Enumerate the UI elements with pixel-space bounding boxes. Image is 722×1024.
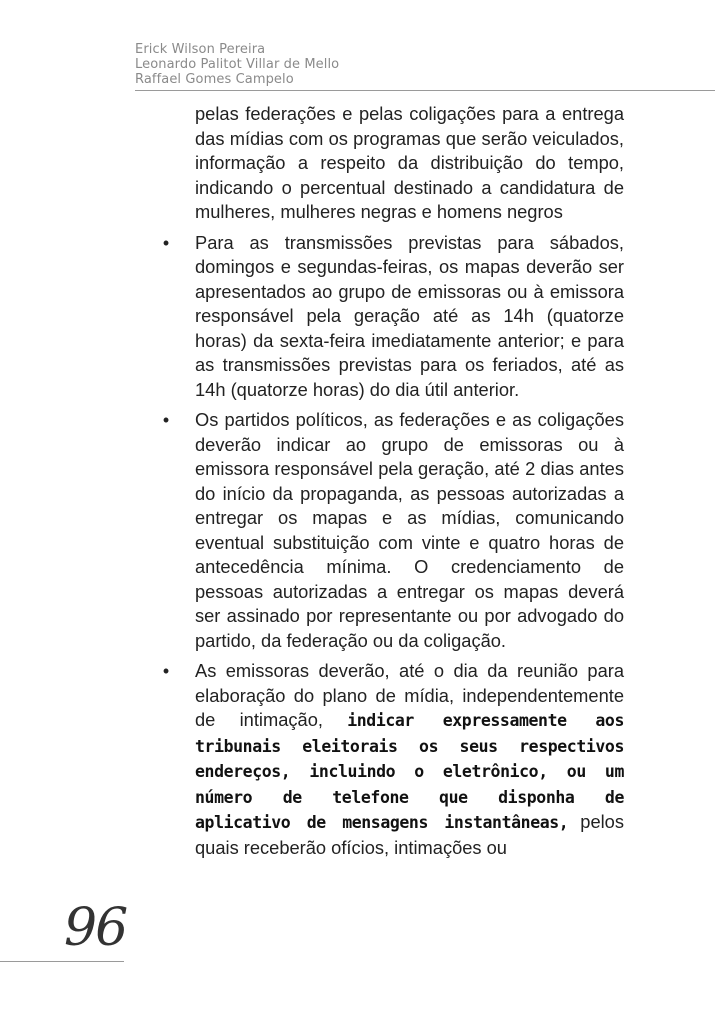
bullet-icon: • <box>162 410 170 430</box>
bullet-item-3 <box>162 659 624 860</box>
bullet-text: Os partidos políticos, as federações e as coligações deverão indicar ao grupo de emissoras ou à emissora responsável pela geração, até 2 dias antes do início da propaganda, as pessoas autorizadas a entregar os mapas e as mídias, comunicando eventual substituição com vinte e quatro horas de antecedência mínima. O credenciamento de pessoas autorizadas a entregar os mapas deverá ser assinado por representante ou por advogado do partido, da federação ou da coligação. <box>195 409 624 651</box>
bullet-text-regular: As emissoras deverão, até o dia da reunião para elaboração do plano de mídia, independentemente de intimação, <box>195 660 624 730</box>
bullet-text: Para as transmissões previstas para sábados, domingos e segundas-feiras, os mapas deverão ser apresentados ao grupo de emissoras ou à emissora responsável pela geração até as 14h (quatorze horas) da sexta-feira imediatamente anterior; e para as transmissões previstas para os feriados, até as 14h (quatorze horas) do dia útil anterior. <box>195 231 624 400</box>
header-author-1: Erick Wilson Pereira <box>135 42 266 57</box>
footer-divider <box>0 961 124 962</box>
bullet-item-2 <box>162 408 624 653</box>
bullet-item-1 <box>162 231 624 403</box>
header-divider <box>135 90 715 91</box>
bullet-icon: • <box>162 661 170 681</box>
bullet-text-emphasis: indicar expressamente aos tribunais eleitorais os seus respectivos endereços, incluindo o eletrônico, ou um número de telefone que disponha de aplicativo de mensagens instantâneas, <box>195 711 624 832</box>
running-header <box>135 42 695 87</box>
bullet-icon: • <box>162 232 170 253</box>
header-author-3: Raffael Gomes Campelo <box>135 72 294 87</box>
page-number: 96 <box>64 898 127 958</box>
page-body <box>162 102 624 866</box>
bullet-text-continuation: pelos quais receberão ofícios, intimações ou <box>195 811 624 858</box>
header-author-2: Leonardo Palitot Villar de Mello <box>135 57 340 72</box>
intro-paragraph: pelas federações e pelas coligações para a entrega das mídias com os programas que serão veiculados, informação a respeito da distribuição do tempo, indicando o percentual destinado a candidatura de mulheres, mulheres negras e homens negros <box>195 103 624 222</box>
